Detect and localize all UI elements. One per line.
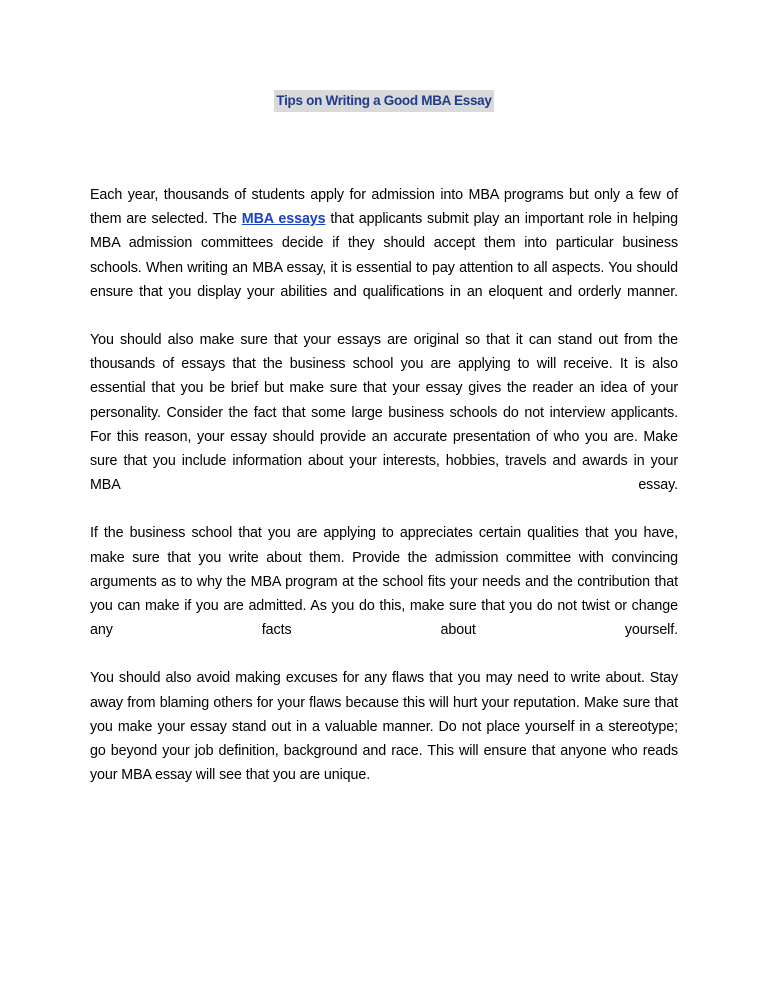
paragraph-1: [90, 183, 678, 304]
mba-essays-link[interactable]: MBA essays: [241, 211, 326, 228]
essay-body: [90, 183, 678, 811]
paragraph-1-text-before-link: Each year, thousands of students apply for admission into MBA programs but only a few of them are selected. The: [90, 187, 678, 228]
paragraph-2: You should also make sure that your essays are original so that it can stand out from the thousands of essays that the business school you are applying to will receive. It is also essential that you be brief but make sure that your essay gives the reader an idea of your personality. Consider the fact that some large business schools do not interview applicants. For this reason, your essay should provide an accurate presentation of who you are. Make sure that you include information about your interests, hobbies, travels and awards in your MBA essay.: [90, 332, 678, 494]
title-container: [0, 90, 768, 112]
paragraph-3: If the business school that you are applying to appreciates certain qualities that you have, make sure that you write about them. Provide the admission committee with convincing arguments as to why the MBA program at the school fits your needs and the contribution that you can make if you are admitted. As you do this, make sure that you do not twist or change any facts about yourself.: [90, 525, 678, 639]
paragraph-4: You should also avoid making excuses for any flaws that you may need to write about. Stay away from blaming others for your flaws because this will hurt your reputation. Make sure that you make your essay stand out in a valuable manner. Do not place yourself in a stereotype; go beyond your job definition, background and race. This will ensure that anyone who reads your MBA essay will see that you are unique.: [90, 670, 678, 784]
page-title: Tips on Writing a Good MBA Essay: [274, 90, 493, 112]
paragraph-1-text-after-link: that applicants submit play an important role in helping MBA admission committees decide if they should accept them into particular business schools. When writing an MBA essay, it is essential to pay attention to all aspects. You should ensure that you display your abilities and qualifications in an eloquent and orderly manner.: [90, 211, 678, 300]
